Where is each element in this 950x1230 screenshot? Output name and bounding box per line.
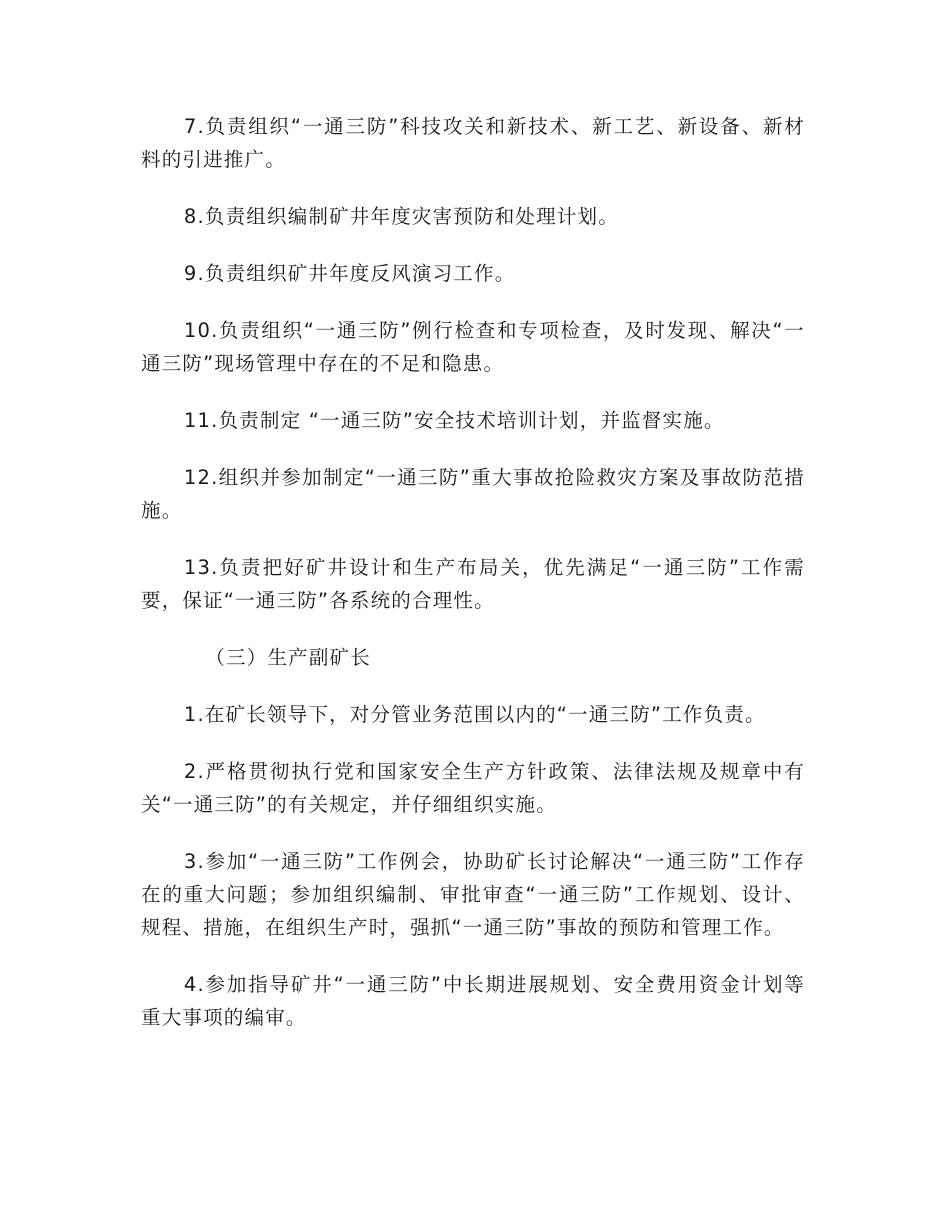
document-body <box>141 110 805 1058</box>
section-paragraph-1: 1.在矿长领导下，对分管业务范围以内的“一通三防”工作负责。 <box>183 703 766 726</box>
section-heading: （三）生产副矿长 <box>205 646 371 669</box>
section-paragraph-3: 3.参加“一通三防”工作例会，协助矿长讨论解决“一通三防”工作存在的重大问题；参加组织编制、审批审查“一通三防”工作规划、设计、规程、措施，在组织生产时，强抓“一通三防”事故的预防和管理工作。 <box>141 850 805 939</box>
paragraph-item-7: 7.负责组织“一通三防”科技攻关和新技术、新工艺、新设备、新材料的引进推广。 <box>141 115 805 171</box>
paragraph-item-12: 12.组织并参加制定“一通三防”重大事故抢险救灾方案及事故防范措施。 <box>141 466 805 522</box>
paragraph-item-8: 8.负责组织编制矿井年度灾害预防和处理计划。 <box>183 205 619 228</box>
paragraph-item-13: 13.负责把好矿井设计和生产布局关，优先满足“一通三防”工作需要，保证“一通三防”各系统的合理性。 <box>141 556 805 612</box>
paragraph-item-10: 10.负责组织“一通三防”例行检查和专项检查，及时发现、解决“一通三防”现场管理中存在的不足和隐患。 <box>141 319 805 375</box>
section-paragraph-4: 4.参加指导矿井“一通三防”中长期进展规划、安全费用资金计划等重大事项的编审。 <box>141 973 805 1029</box>
section-paragraph-2: 2.严格贯彻执行党和国家安全生产方针政策、法律法规及规章中有关“一通三防”的有关规定，并仔细组织实施。 <box>141 760 805 816</box>
paragraph-item-11: 11.负责制定 “一通三防”安全技术培训计划，并监督实施。 <box>183 409 725 432</box>
paragraph-item-9: 9.负责组织矿井年度反风演习工作。 <box>183 262 516 285</box>
